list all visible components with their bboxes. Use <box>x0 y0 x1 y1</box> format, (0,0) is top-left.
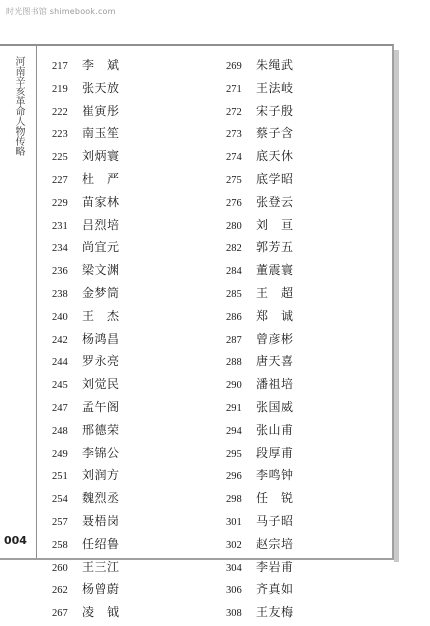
toc-entry <box>52 578 120 601</box>
toc-entry <box>226 464 294 487</box>
entry-page-number: 295 <box>226 448 242 460</box>
entry-person-name: 李锦公 <box>82 445 120 460</box>
book-page <box>0 44 394 620</box>
toc-entry <box>226 77 294 100</box>
entry-person-name: 王 超 <box>256 285 294 300</box>
entry-person-name: 刘 亘 <box>256 217 294 232</box>
entry-person-name: 王友梅 <box>256 605 294 620</box>
toc-left-column <box>52 54 120 624</box>
entry-person-name: 张国威 <box>256 399 294 414</box>
entry-page-number: 262 <box>52 585 68 597</box>
entry-page-number: 223 <box>52 129 68 141</box>
entry-person-name: 王三江 <box>82 559 120 574</box>
toc-entry <box>226 122 294 145</box>
entry-person-name: 宋子殷 <box>256 103 294 118</box>
toc-entry <box>226 328 294 351</box>
entry-page-number: 286 <box>226 311 242 323</box>
book-title: 河南辛亥革命人物传略 <box>13 56 24 156</box>
toc-entry <box>226 259 294 282</box>
toc-entry <box>52 259 120 282</box>
toc-entry <box>226 100 294 123</box>
entry-person-name: 齐真如 <box>256 582 294 597</box>
toc-entry <box>52 145 120 168</box>
watermark-text: 时光图书馆 shimebook.com <box>6 7 116 16</box>
entry-page-number: 302 <box>226 539 242 551</box>
toc-entry <box>52 282 120 305</box>
entry-page-number: 254 <box>52 494 68 506</box>
toc-entry <box>52 328 120 351</box>
toc-entry <box>226 373 294 396</box>
toc-entry <box>52 191 120 214</box>
entry-person-name: 李鸣钟 <box>256 468 294 483</box>
entry-person-name: 魏烈丞 <box>82 491 120 506</box>
entry-page-number: 260 <box>52 562 68 574</box>
entry-person-name: 马子昭 <box>256 513 294 528</box>
page-number: 004 <box>4 534 27 547</box>
entry-person-name: 杨鸿昌 <box>82 331 120 346</box>
entry-person-name: 张山甫 <box>256 422 294 437</box>
entry-person-name: 李岩甫 <box>256 559 294 574</box>
entry-page-number: 274 <box>226 152 242 164</box>
entry-person-name: 底学昭 <box>256 171 294 186</box>
toc-entry <box>52 601 120 624</box>
toc-entry <box>52 236 120 259</box>
entry-person-name: 孟午阁 <box>82 399 120 414</box>
entry-person-name: 段厚甫 <box>256 445 294 460</box>
entry-page-number: 301 <box>226 516 242 528</box>
toc-entry <box>226 145 294 168</box>
entry-person-name: 苗家林 <box>82 194 120 209</box>
entry-person-name: 曾彦彬 <box>256 331 294 346</box>
toc-entry <box>226 191 294 214</box>
entry-page-number: 308 <box>226 608 242 620</box>
entry-person-name: 底天休 <box>256 149 294 164</box>
toc-entry <box>226 54 294 77</box>
entry-person-name: 王法岐 <box>256 80 294 95</box>
entry-page-number: 294 <box>226 425 242 437</box>
side-column <box>0 46 37 558</box>
entry-page-number: 234 <box>52 243 68 255</box>
entry-page-number: 231 <box>52 220 68 232</box>
toc-entry <box>52 168 120 191</box>
entry-page-number: 242 <box>52 334 68 346</box>
entry-person-name: 郭芳五 <box>256 240 294 255</box>
entry-page-number: 291 <box>226 402 242 414</box>
entry-page-number: 238 <box>52 288 68 300</box>
toc-entry <box>52 396 120 419</box>
entry-page-number: 273 <box>226 129 242 141</box>
entry-person-name: 朱绳武 <box>256 58 294 72</box>
toc-entry <box>226 236 294 259</box>
entry-person-name: 尚宜元 <box>82 240 120 255</box>
entry-person-name: 罗永亮 <box>82 354 120 369</box>
entry-person-name: 南玉笙 <box>82 126 120 141</box>
entry-page-number: 287 <box>226 334 242 346</box>
toc-entry <box>52 556 120 579</box>
toc-entry <box>52 350 120 373</box>
entry-page-number: 288 <box>226 357 242 369</box>
entry-person-name: 董震寰 <box>256 263 294 278</box>
entry-page-number: 236 <box>52 266 68 278</box>
entry-page-number: 275 <box>226 174 242 186</box>
entry-page-number: 227 <box>52 174 68 186</box>
entry-page-number: 290 <box>226 380 242 392</box>
entry-person-name: 潘祖培 <box>256 377 294 392</box>
entry-page-number: 257 <box>52 516 68 528</box>
toc-entry <box>226 556 294 579</box>
toc-entry <box>226 305 294 328</box>
toc-entry <box>52 214 120 237</box>
entry-page-number: 276 <box>226 197 242 209</box>
entry-person-name: 杨曾蔚 <box>82 582 120 597</box>
entry-page-number: 245 <box>52 380 68 392</box>
entry-page-number: 271 <box>226 83 242 95</box>
entry-page-number: 249 <box>52 448 68 460</box>
toc-entry <box>226 214 294 237</box>
toc-entry <box>226 419 294 442</box>
entry-page-number: 225 <box>52 152 68 164</box>
toc-entry <box>52 464 120 487</box>
entry-page-number: 229 <box>52 197 68 209</box>
entry-person-name: 张天放 <box>82 80 120 95</box>
entry-page-number: 247 <box>52 402 68 414</box>
entry-page-number: 258 <box>52 539 68 551</box>
entry-person-name: 刘润方 <box>82 468 120 483</box>
entry-page-number: 267 <box>52 608 68 620</box>
toc-right-column <box>226 54 294 624</box>
entry-person-name: 任绍鲁 <box>82 536 120 551</box>
toc-entry <box>52 305 120 328</box>
entry-person-name: 赵宗培 <box>256 536 294 551</box>
entry-page-number: 306 <box>226 585 242 597</box>
entry-page-number: 217 <box>52 61 68 72</box>
entry-person-name: 郑 诚 <box>256 308 294 323</box>
toc-entry <box>52 510 120 533</box>
toc-entry <box>226 578 294 601</box>
toc-entry <box>226 601 294 624</box>
entry-page-number: 282 <box>226 243 242 255</box>
toc-entry <box>52 122 120 145</box>
entry-page-number: 251 <box>52 471 68 483</box>
entry-person-name: 邢德荣 <box>82 422 120 437</box>
toc-entry <box>226 282 294 305</box>
entry-page-number: 285 <box>226 288 242 300</box>
entry-person-name: 蔡子含 <box>256 126 294 141</box>
entry-person-name: 刘炳寰 <box>82 149 120 164</box>
entry-page-number: 284 <box>226 266 242 278</box>
entry-page-number: 304 <box>226 562 242 574</box>
toc-entry <box>226 533 294 556</box>
toc-entry <box>52 54 120 77</box>
entry-page-number: 244 <box>52 357 68 369</box>
entry-person-name: 崔寅彤 <box>82 103 120 118</box>
entry-page-number: 272 <box>226 106 242 118</box>
entry-person-name: 王 杰 <box>82 308 120 323</box>
entry-person-name: 金梦筒 <box>82 285 120 300</box>
toc-entry <box>52 442 120 465</box>
toc-entry <box>226 350 294 373</box>
entry-person-name: 张登云 <box>256 194 294 209</box>
toc-entry <box>226 442 294 465</box>
toc-entry <box>226 487 294 510</box>
entry-person-name: 唐天喜 <box>256 354 294 369</box>
toc-entry <box>52 533 120 556</box>
toc-entry <box>226 168 294 191</box>
entry-person-name: 刘觉民 <box>82 377 120 392</box>
entry-person-name: 吕烈培 <box>82 217 120 232</box>
toc-entry <box>52 77 120 100</box>
entry-person-name: 李 斌 <box>82 58 120 72</box>
entry-page-number: 240 <box>52 311 68 323</box>
entry-page-number: 248 <box>52 425 68 437</box>
toc-entry <box>52 487 120 510</box>
entry-person-name: 聂梧岗 <box>82 513 120 528</box>
toc-entry <box>226 396 294 419</box>
entry-person-name: 任 锐 <box>256 491 294 506</box>
entry-page-number: 296 <box>226 471 242 483</box>
toc-entry <box>52 373 120 396</box>
entry-page-number: 298 <box>226 494 242 506</box>
entry-page-number: 219 <box>52 83 68 95</box>
entry-page-number: 280 <box>226 220 242 232</box>
toc-entry <box>226 510 294 533</box>
toc-entry <box>52 419 120 442</box>
entry-person-name: 凌 钺 <box>82 605 120 620</box>
entry-page-number: 269 <box>226 61 242 72</box>
entry-person-name: 梁文渊 <box>82 263 120 278</box>
toc-entry <box>52 100 120 123</box>
entry-person-name: 杜 严 <box>82 171 120 186</box>
entry-page-number: 222 <box>52 106 68 118</box>
